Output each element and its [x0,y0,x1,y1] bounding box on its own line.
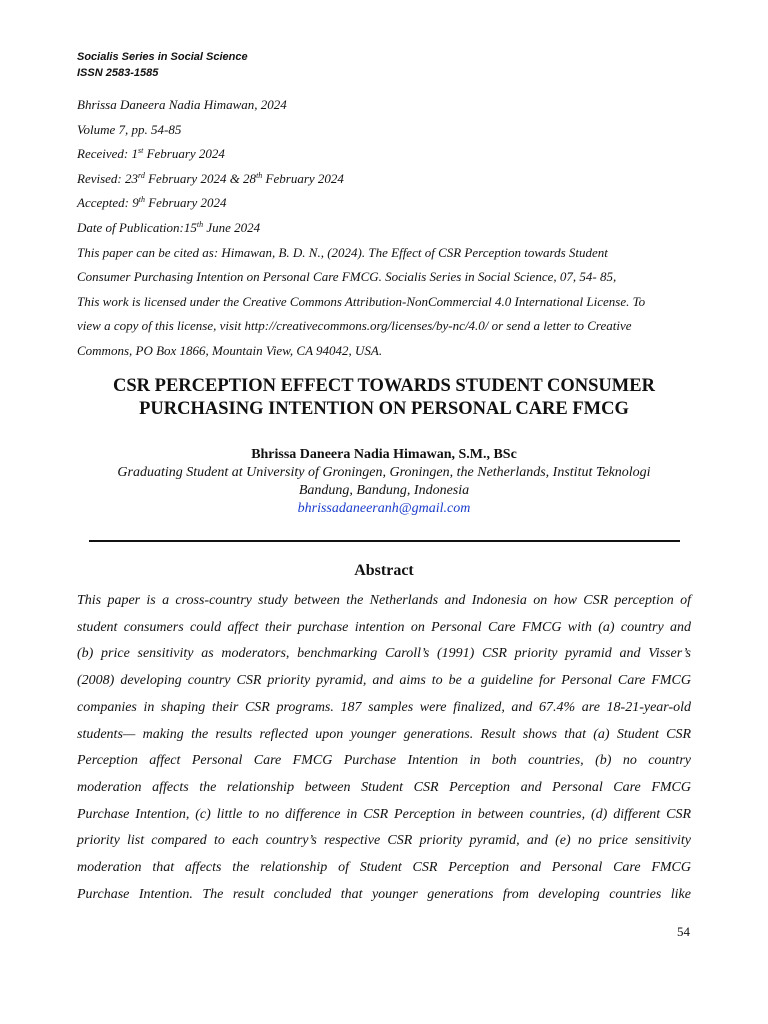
article-metadata [77,93,697,364]
abstract-line: Perception affect Personal Care FMCG Purchase Intention in both countries, (b) no country [77,753,691,769]
title-line: CSR PERCEPTION EFFECT TOWARDS STUDENT CONSUMER [113,376,655,396]
abstract-line: Purchase Intention. The result concluded that younger generations from developing countries like [77,886,691,902]
license-line: view a copy of this license, visit http://creativecommons.org/licenses/by-nc/4.0/ or send a letter to Creative [77,318,632,334]
meta-received: Received: 1st February 2024 [77,146,225,162]
journal-header [77,49,248,81]
abstract-line: moderation that affects the relationship of Student CSR Perception and Personal Care FMCG [77,860,691,876]
abstract-line: moderation affects the relationship between Student CSR Perception and Personal Care FMCG [77,779,691,795]
section-divider [89,540,680,542]
abstract-body [77,588,691,908]
journal-issn: ISSN 2583-1585 [77,67,159,79]
author-name: Bhrissa Daneera Nadia Himawan, S.M., BSc [251,447,517,462]
citation-line: This paper can be cited as: Himawan, B. D. N., (2024). The Effect of CSR Perception towards Student [77,244,608,260]
abstract-line: Purchase Intention, (c) little to no difference in CSR Perception in between countries, (d) different CSR [77,806,691,822]
abstract-line: students— making the results reflected upon younger generations. Result shows that (a) Student CSR [77,726,691,742]
paper-title [60,375,708,421]
abstract-line: priority list compared to each country’s respective CSR priority pyramid, and (e) no price sensitivity [77,833,691,849]
abstract-heading: Abstract [354,562,414,579]
journal-name: Socialis Series in Social Science [77,51,248,63]
meta-accepted: Accepted: 9th February 2024 [77,195,227,211]
author-block [80,446,688,518]
author-email-link[interactable]: bhrissadaneeranh@gmail.com [297,501,471,516]
abstract-line: (2008) developing country CSR priority pyramid, and aims to be a guideline for Personal Care FMCG [77,673,691,689]
meta-revised: Revised: 23rd February 2024 & 28th February 2024 [77,170,344,186]
author-affiliation: Graduating Student at University of Groningen, Groningen, the Netherlands, Institut Teknologi [117,465,651,480]
meta-author-year: Bhrissa Daneera Nadia Himawan, 2024 [77,97,287,112]
license-line: Commons, PO Box 1866, Mountain View, CA 94042, USA. [77,342,383,358]
abstract-line: companies in shaping their CSR programs. 187 samples were finalized, and 67.4% are 18-21-year-old [77,699,691,715]
abstract-line: This paper is a cross-country study between the Netherlands and Indonesia on how CSR perception of [77,593,691,608]
abstract-line: student consumers could affect their purchase intention on Personal Care FMCG with (a) country and [77,619,691,635]
abstract-line: (b) price sensitivity as moderators, benchmarking Caroll’s (1991) CSR priority pyramid and Visser’s [77,646,691,662]
citation-line: Consumer Purchasing Intention on Personal Care FMCG. Socialis Series in Social Science, 07, 54- 85, [77,269,617,285]
author-affiliation: Bandung, Bandung, Indonesia [298,483,470,498]
meta-volume: Volume 7, pp. 54-85 [77,121,182,137]
page-number: 54 [677,924,690,939]
license-line: This work is licensed under the Creative Commons Attribution-NonCommercial 4.0 International License. To [77,293,646,309]
title-line: PURCHASING INTENTION ON PERSONAL CARE FMCG [139,399,629,419]
meta-publication-date: Date of Publication:15th June 2024 [77,219,261,235]
